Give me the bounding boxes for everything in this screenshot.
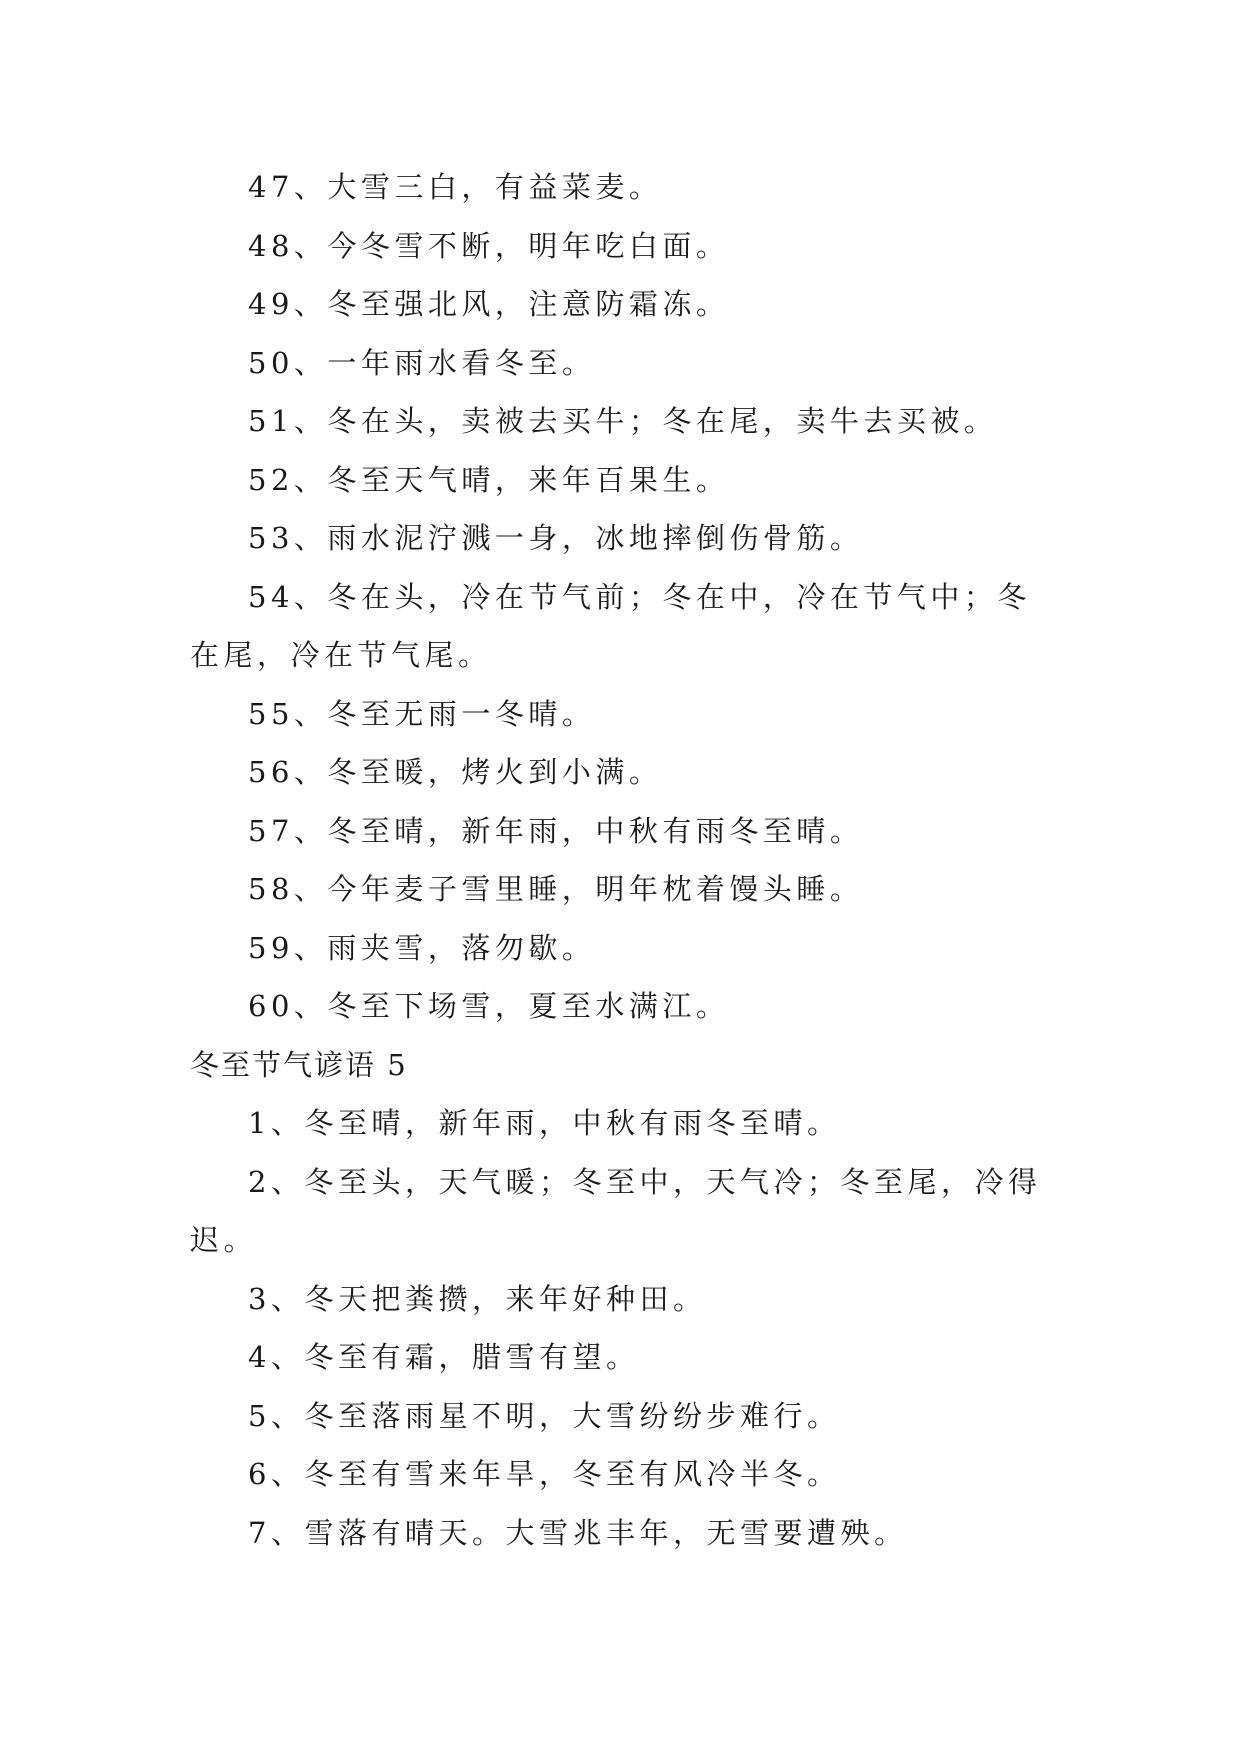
section5-proverb-7: 7、雪落有晴天。大雪兆丰年，无雪要遭殃。 bbox=[248, 1515, 908, 1550]
proverb-56: 56、冬至暖，烤火到小满。 bbox=[248, 755, 663, 789]
proverb-58: 58、今年麦子雪里睡，明年枕着馒头睡。 bbox=[248, 872, 864, 906]
section5-proverb-4: 4、冬至有霜，腊雪有望。 bbox=[248, 1340, 640, 1374]
proverb-50: 50、一年雨水看冬至。 bbox=[248, 345, 596, 380]
proverb-49: 49、冬至强北风，注意防霜冻。 bbox=[248, 287, 730, 321]
proverb-57: 57、冬至晴，新年雨，中秋有雨冬至晴。 bbox=[248, 813, 864, 848]
section5-proverb-1: 1、冬至晴，新年雨，中秋有雨冬至晴。 bbox=[248, 1106, 841, 1140]
proverb-54: 54、冬在头，冷在节气前；冬在中，冷在节气中；冬在尾，冷在节气尾。 bbox=[190, 579, 1031, 672]
proverb-53: 53、雨水泥泞溅一身，冰地摔倒伤骨筋。 bbox=[248, 521, 864, 555]
section5-proverb-3: 3、冬天把粪攒，来年好种田。 bbox=[248, 1281, 707, 1316]
section5-proverb-2: 2、冬至头，天气暖；冬至中，天气冷；冬至尾，冷得迟。 bbox=[190, 1164, 1042, 1257]
section5-proverb-6: 6、冬至有雪来年旱，冬至有风冷半冬。 bbox=[248, 1457, 841, 1491]
section-heading: 冬至节气谚语 5 bbox=[190, 1047, 408, 1082]
proverb-59: 59、雨夹雪，落勿歇。 bbox=[248, 930, 596, 965]
proverb-60: 60、冬至下场雪，夏至水满江。 bbox=[248, 989, 730, 1023]
proverb-51: 51、冬在头，卖被去买牛；冬在尾，卖牛去买被。 bbox=[248, 404, 998, 438]
proverb-55: 55、冬至无雨一冬晴。 bbox=[248, 696, 596, 731]
proverb-47: 47、大雪三白，有益菜麦。 bbox=[248, 170, 663, 204]
section5-proverb-5: 5、冬至落雨星不明，大雪纷纷步难行。 bbox=[248, 1398, 841, 1433]
proverb-52: 52、冬至天气晴，来年百果生。 bbox=[248, 462, 730, 497]
document-body bbox=[190, 158, 1052, 1562]
proverb-48: 48、今冬雪不断，明年吃白面。 bbox=[248, 228, 730, 263]
